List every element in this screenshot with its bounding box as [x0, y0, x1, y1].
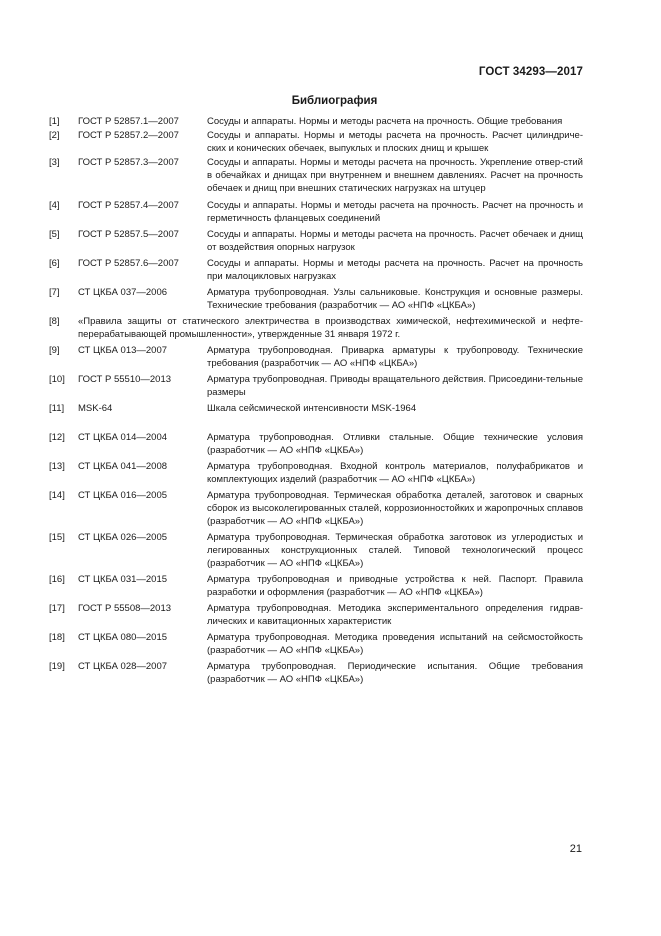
entry-code: СТ ЦКБА 080—2015 — [78, 632, 168, 643]
entry-code: СТ ЦКБА 041—2008 — [78, 461, 168, 472]
entry-description: Сосуды и аппараты. Нормы и методы расчета на прочность. Общие требования — [207, 116, 563, 127]
entry-number: [7] — [49, 287, 60, 298]
entry-number: [18] — [49, 632, 65, 643]
entry-description: Арматура трубопроводная. Термическая обработка заготовок из углеродистых и легированных конструкционных сталей. Типовой технологический процесс (разработчик — АО «НПФ «ЦКБА») — [207, 532, 583, 569]
entry-description: Шкала сейсмической интенсивности MSK-1964 — [207, 403, 417, 414]
entry-code: СТ ЦКБА 026—2005 — [78, 532, 168, 543]
entry-number: [12] — [49, 432, 65, 443]
entry-code: СТ ЦКБА 016—2005 — [78, 490, 168, 501]
entry-number: [6] — [49, 258, 60, 269]
entry-number: [14] — [49, 490, 65, 501]
entry-description: Арматура трубопроводная и приводные устройства к ней. Паспорт. Правила разработки и оформления (разработчик — АО «НПФ «ЦКБА») — [207, 574, 583, 598]
entry-code: СТ ЦКБА 013—2007 — [78, 345, 168, 356]
entry-number: [3] — [49, 157, 60, 168]
entry-number: [13] — [49, 461, 65, 472]
entry-number: [2] — [49, 130, 60, 141]
entry-code: СТ ЦКБА 031—2015 — [78, 574, 168, 585]
entry-code: ГОСТ Р 52857.3—2007 — [78, 157, 179, 168]
entry-number: [8] — [49, 316, 60, 327]
entry-code: ГОСТ Р 52857.5—2007 — [78, 229, 179, 240]
entry-description: Арматура трубопроводная. Методика экспериментального определения гидрав-лических и кавитационных характеристик — [207, 603, 583, 627]
entry-description: Арматура трубопроводная. Термическая обработка деталей, заготовок и сварных сборок из высоколегированных сталей, коррозионностойких и жаропрочных сплавов (разработчик — АО «НПФ «ЦКБА») — [207, 490, 583, 527]
entry-description: Сосуды и аппараты. Нормы и методы расчета на прочность. Расчет цилиндриче-ских и конических обечаек, выпуклых и плоских днищ и крышек — [207, 130, 583, 154]
bibliography-title: Библиография — [291, 95, 378, 107]
entry-number: [9] — [49, 345, 60, 356]
entry-number: [15] — [49, 532, 65, 543]
entry-code: ГОСТ Р 55508—2013 — [78, 603, 172, 614]
entry-description: Арматура трубопроводная. Методика проведения испытаний на сейсмостойкость (разработчик — АО «НПФ «ЦКБА») — [207, 632, 583, 656]
entry-number: [17] — [49, 603, 65, 614]
page-number: 21 — [569, 843, 582, 855]
entry-code: MSK-64 — [78, 403, 113, 414]
entry-description: Сосуды и аппараты. Нормы и методы расчета на прочность. Расчет обечаек и днищ от воздействия опорных нагрузок — [207, 229, 583, 253]
entry-number: [11] — [49, 403, 65, 414]
entry-description: Арматура трубопроводная. Приварка арматуры к трубопроводу. Технические требования (разработчик — АО «НПФ «ЦКБА») — [207, 345, 583, 369]
entry-number: [5] — [49, 229, 60, 240]
entry-description: Арматура трубопроводная. Узлы сальниковые. Конструкция и основные размеры. Технические требования (разработчик — АО «НПФ «ЦКБА») — [207, 287, 583, 311]
entry-description: Сосуды и аппараты. Нормы и методы расчета на прочность. Расчет на прочность при малоцикловых нагрузках — [207, 258, 583, 282]
entry-code: СТ ЦКБА 014—2004 — [78, 432, 168, 443]
entry-number: [4] — [49, 200, 60, 211]
entry-description: Арматура трубопроводная. Периодические испытания. Общие требования (разработчик — АО «НПФ «ЦКБА») — [207, 661, 583, 685]
entry-description: Сосуды и аппараты. Нормы и методы расчета на прочность. Расчет на прочность и герметичность фланцевых соединений — [207, 200, 583, 224]
entry-code: ГОСТ Р 52857.6—2007 — [78, 258, 179, 269]
entry-description: Арматура трубопроводная. Входной контроль материалов, полуфабрикатов и комплектующих изделий (разработчик — АО «НПФ «ЦКБА») — [207, 461, 583, 485]
entry-number: [1] — [49, 116, 60, 127]
entry-full-text: «Правила защиты от статического электричества в производствах химической, нефтехимической и нефте-перерабатывающей промышленности», утвержденные 31 января 1972 г. — [78, 316, 583, 340]
document-header-standard: ГОСТ 34293—2017 — [478, 66, 583, 78]
entry-number: [16] — [49, 574, 65, 585]
entry-code: СТ ЦКБА 037—2006 — [78, 287, 168, 298]
entry-description: Арматура трубопроводная. Отливки стальные. Общие технические условия (разработчик — АО «НПФ «ЦКБА») — [207, 432, 583, 456]
entry-number: [19] — [49, 661, 65, 672]
entry-description: Сосуды и аппараты. Нормы и методы расчета на прочность. Укрепление отвер-стий в обечайках и днищах при внутреннем и внешнем давлениях. Расчет на прочность обечаек и днищ при внешних статических нагрузках на штуцер — [207, 157, 583, 194]
entry-code: ГОСТ Р 52857.2—2007 — [78, 130, 179, 141]
entry-code: ГОСТ Р 55510—2013 — [78, 374, 172, 385]
entry-code: ГОСТ Р 52857.1—2007 — [78, 116, 179, 127]
entry-code: ГОСТ Р 52857.4—2007 — [78, 200, 179, 211]
entry-description: Арматура трубопроводная. Приводы вращательного действия. Присоедини-тельные размеры — [207, 374, 583, 398]
entry-number: [10] — [49, 374, 65, 385]
entry-code: СТ ЦКБА 028—2007 — [78, 661, 168, 672]
